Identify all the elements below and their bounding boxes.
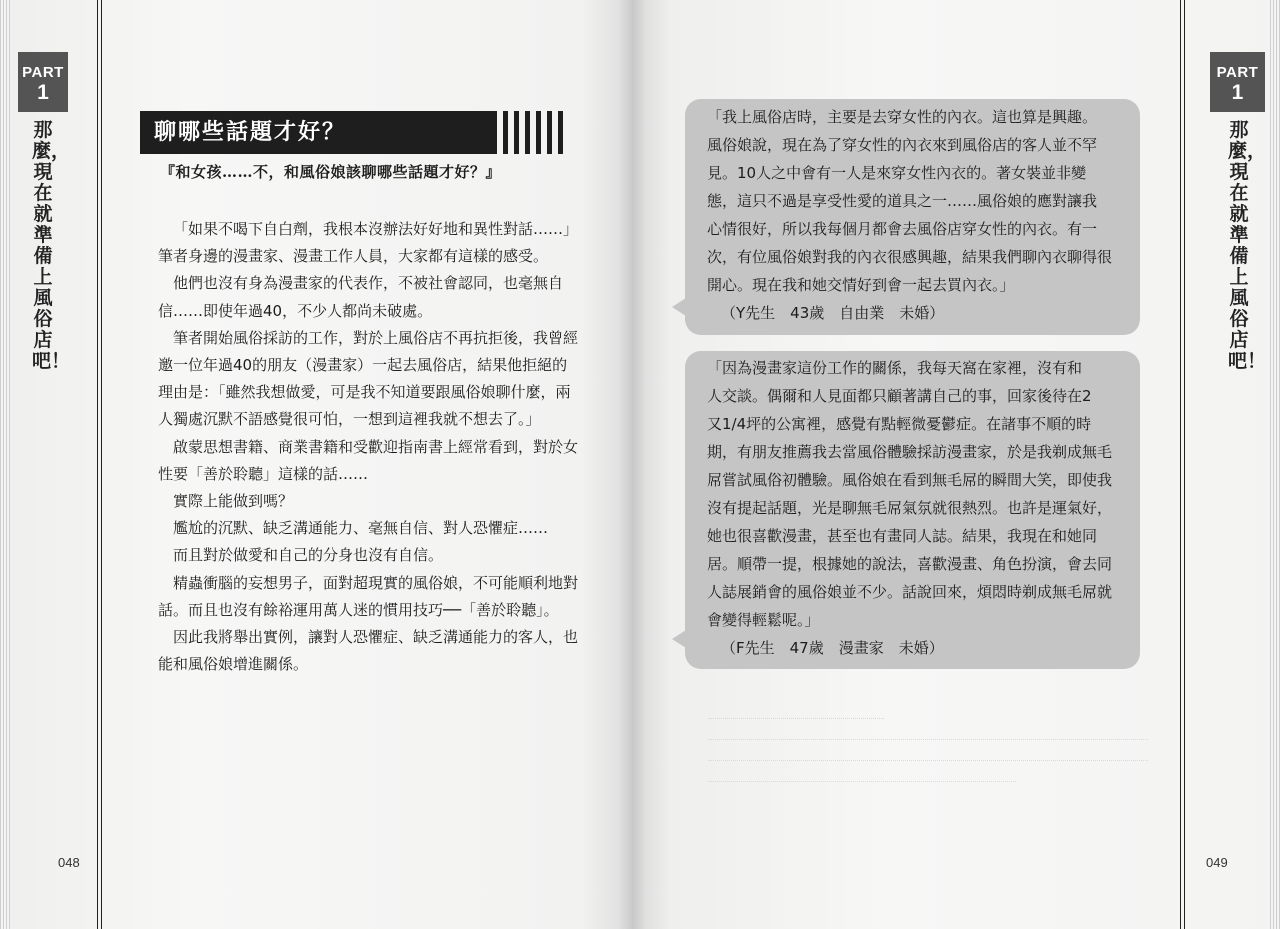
quote-line: 風俗娘說，現在為了穿女性的內衣來到風俗店的客人並不罕	[707, 136, 1098, 154]
bubble-tail	[672, 630, 686, 648]
part-label: PART	[22, 64, 64, 81]
quote-line: 「我上風俗店時，主要是去穿女性的內衣。這也算是興趣。	[707, 108, 1098, 126]
left-page-edge	[0, 0, 10, 929]
paragraph: 而且對於做愛和自己的分身也沒有自信。	[173, 546, 444, 565]
part-number: 1	[1231, 81, 1244, 104]
paragraph: 尷尬的沉默、缺乏溝通能力、毫無自信、對人恐懼症……	[173, 519, 549, 538]
right-page-edge	[1270, 0, 1280, 929]
part-label: PART	[1216, 64, 1259, 81]
paragraph: 他們也沒有身為漫畫家的代表作，不被社會認同，也毫無自信……即使年過40，不少人都尚未破處。	[158, 274, 564, 320]
quote-line: 開心。現在我和她交情好到會一起去買內衣。」	[707, 276, 1015, 294]
quote-bubble-1	[685, 99, 1140, 335]
quote-line: 人誌展銷會的風俗娘並不少。話說回來，煩悶時剃成無毛屌就	[707, 583, 1113, 601]
quote-line: 態，這只不過是享受性愛的道具之一……風俗娘的應對讓我	[707, 192, 1098, 210]
quote-line: 沒有提起話題，光是聊無毛屌氣氛就很熱烈。也許是運氣好，	[707, 499, 1113, 517]
part-number: 1	[37, 81, 49, 104]
paragraph: 啟蒙思想書籍、商業書籍和受歡迎指南書上經常看到，對於女性要「善於聆聽」這樣的話……	[158, 437, 579, 483]
quote-signature: （F先生 47歲 漫畫家 未婚）	[721, 639, 944, 657]
quote-line: 見。10人之中會有一人是來穿女性內衣的。著女裝並非變	[707, 164, 1087, 182]
right-margin-rule-2	[1184, 0, 1185, 929]
quote-line: 會變得輕鬆呢。」	[707, 611, 820, 629]
quote-line: 心情很好，所以我每個月都會去風俗店穿女性的內衣。有一	[707, 220, 1098, 238]
section-heading	[140, 111, 497, 154]
section-subtitle: 『和女孩……不，和風俗娘該聊哪些話題才好？』	[160, 163, 502, 181]
part-tab-right	[1210, 52, 1265, 112]
quote-line: 期，有朋友推薦我去當風俗體驗採訪漫畫家，於是我剃成無毛	[707, 443, 1113, 461]
heading-stripes	[503, 111, 573, 154]
vertical-chapter-title-left: 那麼，現在就準備上風俗店吧！	[32, 119, 71, 372]
bubble-tail	[672, 298, 686, 316]
right-margin-rule	[1180, 0, 1181, 929]
quote-line: 「因為漫畫家這份工作的關係，我每天窩在家裡，沒有和	[707, 359, 1083, 377]
section-heading-text: 聊哪些話題才好？	[154, 120, 347, 145]
vertical-chapter-title-right: 那麼，現在就準備上風俗店吧！	[1228, 119, 1267, 372]
left-margin-rule	[97, 0, 98, 929]
paragraph: 「如果不喝下自白劑，我根本沒辦法好好地和異性對話……」筆者身邊的漫畫家、漫畫工作人員，大家都有這樣的感受。	[158, 220, 579, 266]
left-margin-rule-2	[101, 0, 102, 929]
paragraph: 筆者開始風俗採訪的工作，對於上風俗店不再抗拒後，我曾經邀一位年過40的朋友（漫畫家）一起去風俗店，結果他拒絕的理由是：「雖然我想做愛，可是我不知道要跟風俗娘聊什麼，兩人獨處沉默不語感覺很可怕，一想到這裡我就不想去了。」	[158, 328, 579, 429]
quote-signature: （Y先生 43歲 自由業 未婚）	[721, 304, 945, 322]
part-tab-left	[18, 52, 68, 112]
paragraph: 實際上能做到嗎？	[173, 492, 294, 511]
paragraph: 因此我將舉出實例，讓對人恐懼症、缺乏溝通能力的客人，也能和風俗娘增進關係。	[158, 628, 579, 674]
quote-line: 人交談。偶爾和人見面都只顧著講自己的事，回家後待在2	[707, 387, 1092, 405]
quote-line: 又1/4坪的公寓裡，感覺有點輕微憂鬱症。在諸事不順的時	[707, 415, 1092, 433]
show-through-text	[708, 690, 1148, 800]
quote-bubble-2	[685, 351, 1140, 669]
book-gutter	[618, 0, 646, 929]
quote-line: 居。順帶一提，根據她的說法，喜歡漫畫、角色扮演，會去同	[707, 555, 1113, 573]
page-number-right: 049	[1206, 855, 1228, 870]
quote-line: 次，有位風俗娘對我的內衣很感興趣，結果我們聊內衣聊得很	[707, 248, 1113, 266]
body-text	[158, 216, 578, 678]
quote-line: 她也很喜歡漫畫，甚至也有畫同人誌。結果，我現在和她同	[707, 527, 1098, 545]
paragraph: 精蟲衝腦的妄想男子，面對超現實的風俗娘，不可能順利地對話。而且也沒有餘裕運用萬人迷的慣用技巧──「善於聆聽」。	[158, 573, 579, 619]
page-number-left: 048	[58, 855, 80, 870]
quote-line: 屌嘗試風俗初體驗。風俗娘在看到無毛屌的瞬間大笑，即使我	[707, 471, 1113, 489]
